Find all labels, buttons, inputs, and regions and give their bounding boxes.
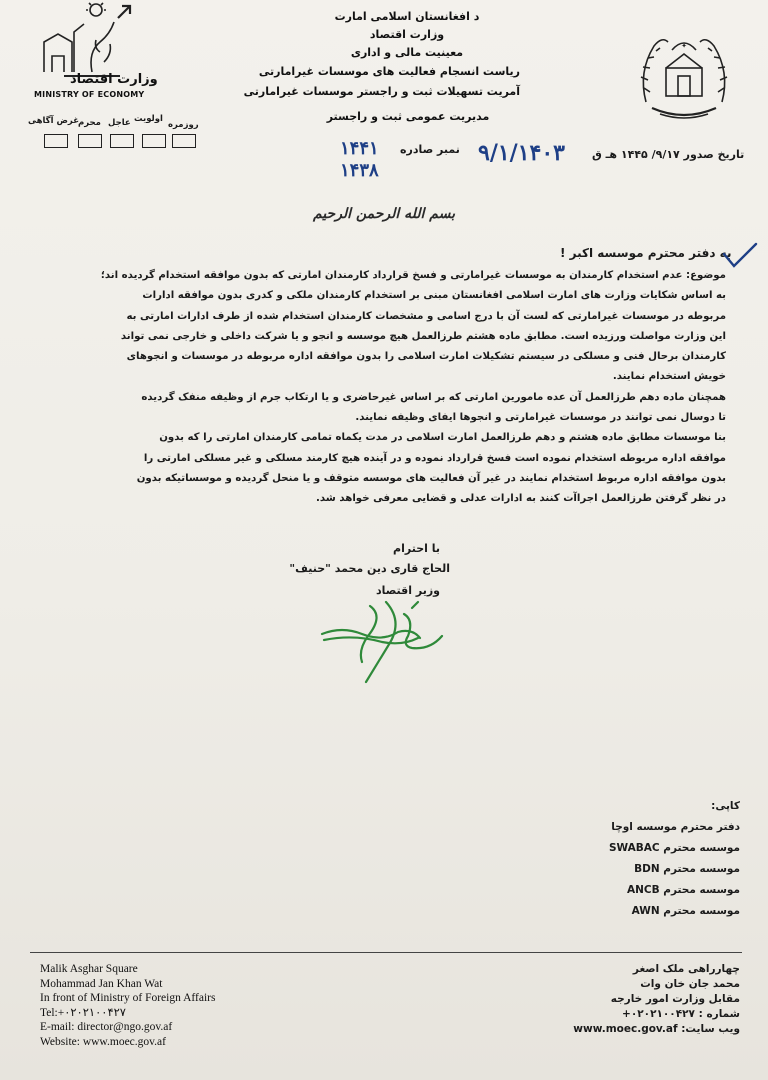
priority-checkbox[interactable] xyxy=(172,134,196,148)
priority-checkbox[interactable] xyxy=(44,134,68,148)
priority-label: عاجل xyxy=(108,118,131,128)
footer-address-en xyxy=(40,962,300,1049)
priority-checkbox[interactable] xyxy=(142,134,166,148)
logo-name-en: MINISTRY OF ECONOMY xyxy=(34,90,145,99)
footer-line: Malik Asghar Square xyxy=(40,963,138,975)
footer-line: مقابل وزارت امور خارجه xyxy=(610,993,740,1005)
body-line: در نظر گرفتن طرزالعمل اجراآت کنند به ادارات عدلی و قضایی معرفی خواهد شد. xyxy=(316,493,726,505)
signer-title: وزیر اقتصاد xyxy=(375,584,440,597)
cc-item: دفتر محترم موسسه اوچا xyxy=(611,821,740,833)
footer-address-fa xyxy=(540,962,740,1037)
footer-website-link[interactable]: Website: www.moec.gov.af xyxy=(40,1035,166,1048)
closing: با احترام xyxy=(393,542,440,555)
header-line-3: معینیت مالی و اداری xyxy=(350,46,464,59)
emirate-emblem-icon xyxy=(632,22,736,130)
cc-label: کاپی: xyxy=(711,800,740,812)
body-line: تا دوسال نمی توانند در موسسات غیرامارتی و انجوها ایفای وظیفه نمایند. xyxy=(355,412,726,424)
body-line: همچنان ماده دهم طرزالعمل آن عده مامورین امارتی که بر اساس غیرحاضری و یا ارتکاب جرم از وظیفه منفک گردیده xyxy=(141,391,726,403)
header-line-6: مدیریت عمومی ثبت و راجستر xyxy=(326,110,490,123)
priority-label: روزمره xyxy=(168,120,199,130)
header-line-2: وزارت اقتصاد xyxy=(369,28,445,41)
salutation: به دفتر محترم موسسه اکبر ! xyxy=(560,246,732,260)
priority-checkbox[interactable] xyxy=(78,134,102,148)
footer-line: چهارراهی ملک اصغر xyxy=(632,963,740,975)
body-line: بنا موسسات مطابق ماده هشتم و دهم طرزالعمل امارت اسلامی در مدت یکماه تمامی کارمندان امارتی را که بدون xyxy=(159,432,726,444)
cc-item: موسسه محترم SWABAC xyxy=(609,842,740,854)
cc-item: موسسه محترم BDN xyxy=(634,863,740,875)
body-line: کارمندان برحال فنی و مسلکی در سیستم تشکیلات امارت اسلامی را بدون موافقه اداره مربوطه در موسسات و انجوهای xyxy=(126,351,726,363)
body-line: مربوطه در موسسات غیرامارتی که لست آن با درج اسامی و مشخصات کارمندان استخدام شده از طرف ادارات امارتی به xyxy=(126,310,726,322)
handwritten-number-2: ۱۴۳۸ xyxy=(340,160,379,181)
priority-checkbox[interactable] xyxy=(110,134,134,148)
basmala: بسم الله الرحمن الرحیم xyxy=(313,206,455,222)
checkmark-icon xyxy=(720,240,760,272)
issue-date-label: تاریخ صدور ۹/۱۷/ ۱۴۴۵ هـ ق xyxy=(592,148,745,161)
footer-line: Mohammad Jan Khan Wat xyxy=(40,977,163,990)
logo-name-fa: وزارت اقتصاد xyxy=(70,72,158,87)
priority-boxes xyxy=(22,110,212,150)
footer-email-link[interactable]: E-mail: director@ngo.gov.af xyxy=(40,1021,173,1033)
number-label: نمبر صادره xyxy=(400,143,460,156)
body-line: به اساس شکایات وزارت های امارت اسلامی افغانستان مبنی بر استخدام کارمندان ملکی و کدری بدون موافقه ادارات xyxy=(142,290,726,302)
body-line: بدون موافقه اداره مربوط استخدام نمایند در غیر آن فعالیت های موسسه متوقف و یا منحل گردیده و موسساتیکه بدون xyxy=(136,472,726,484)
body-line: خویش استخدام نمایند. xyxy=(612,371,726,383)
footer-line: محمد جان خان وات xyxy=(640,978,740,990)
footer-website-link[interactable]: ویب سایت: www.moec.gov.af xyxy=(573,1023,740,1035)
body-line: موضوع: عدم استخدام کارمندان به موسسات غیرامارتی و فسخ قرارداد کارمندان امارتی که بدون موافقه استخدام گردیده اند؛ xyxy=(100,270,726,281)
footer-phone: شماره : ۰۲۰۲۱۰۰۴۲۷+ xyxy=(622,1008,740,1020)
priority-label: محرم xyxy=(78,118,101,128)
svg-text:✦: ✦ xyxy=(681,42,687,50)
cc-item: موسسه محترم ANCB xyxy=(627,884,740,896)
priority-label: غرض آگاهی xyxy=(28,116,80,126)
handwritten-date: ۹/۱/۱۴۰۳ xyxy=(478,140,565,166)
letter-body xyxy=(38,266,726,510)
footer-line: In front of Ministry of Foreign Affairs xyxy=(40,992,216,1004)
header-line-5: آمریت تسهیلات ثبت و راجستر موسسات غیرامارتی xyxy=(243,85,520,98)
cc-list xyxy=(560,796,740,922)
footer-phone: Tel:+۰۲۰۲۱۰۰۴۲۷ xyxy=(40,1006,126,1019)
handwritten-number: ۱۴۴۱ xyxy=(340,138,379,159)
signature-icon xyxy=(316,594,456,686)
body-line: این وزارت مواصلت ورزیده است. مطابق ماده هشتم طرزالعمل هیچ موسسه و انجو و یا شرکت داخلی و خارجی نمی تواند xyxy=(120,330,726,342)
header-line-4: ریاست انسجام فعالیت های موسسات غیرامارتی xyxy=(258,65,520,78)
signer-name: الحاج قاری دین محمد "حنیف" xyxy=(289,562,450,575)
body-line: موافقه اداره مربوطه استخدام نموده است فسخ قرارداد نموده و در آینده هیچ کارمند مسلکی و غیر مسلکی امارتی را xyxy=(143,452,726,464)
priority-label: اولویت xyxy=(134,114,163,124)
cc-item: موسسه محترم AWN xyxy=(631,905,740,917)
footer-divider xyxy=(30,952,742,953)
header-line-1: د افغانستان اسلامی امارت xyxy=(334,10,480,23)
